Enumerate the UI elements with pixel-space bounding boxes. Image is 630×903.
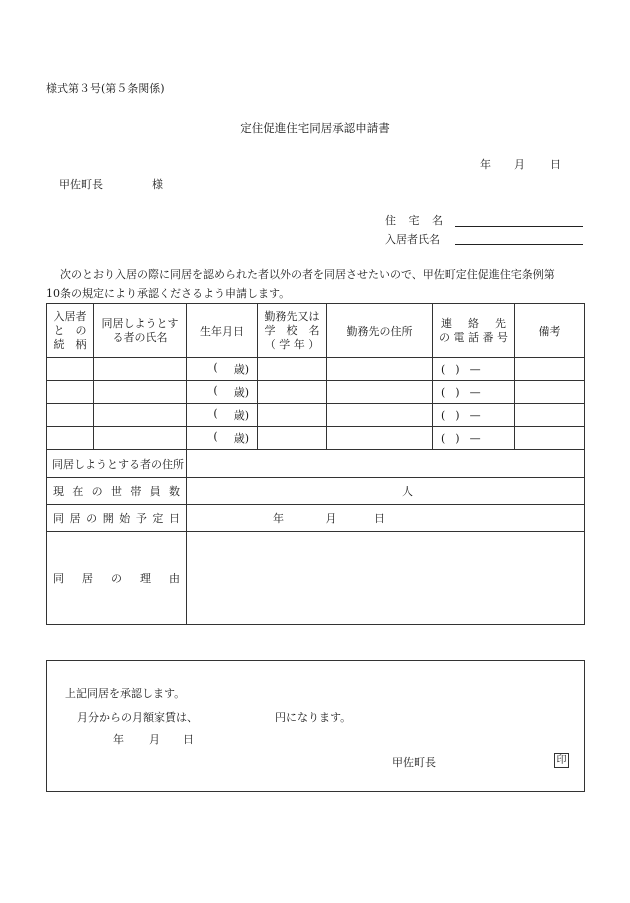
cohabitant-table: [46, 303, 585, 625]
cell-name[interactable]: [94, 427, 187, 450]
cell-phone[interactable]: ( ) —: [433, 404, 515, 427]
cell-relation[interactable]: [47, 381, 94, 404]
address-field-line[interactable]: [455, 226, 583, 227]
cell-relation[interactable]: [47, 358, 94, 381]
reason-field[interactable]: [187, 532, 585, 625]
cell-workplace[interactable]: [258, 358, 327, 381]
cell-workplace[interactable]: [258, 427, 327, 450]
start-year: 年: [273, 512, 284, 525]
cell-birthdate[interactable]: ( 歳): [187, 381, 258, 404]
cell-remarks[interactable]: [515, 358, 585, 381]
date-day: 日: [550, 158, 561, 171]
date-month: 月: [514, 158, 525, 171]
cohabitant-address-label: 同居しようとする者の住所: [47, 450, 187, 478]
table-row: [47, 404, 585, 427]
cell-birthdate[interactable]: ( 歳): [187, 358, 258, 381]
header-birthdate: 生年月日: [187, 304, 258, 358]
body-text-line2: 10条の規定により承認くださるよう申請します。: [46, 287, 291, 300]
start-date-row: [47, 505, 585, 532]
rent-text-b: 円になります。: [275, 711, 352, 724]
address-label-char: 名: [432, 214, 443, 227]
seal-mark: [554, 753, 569, 768]
cell-work-address[interactable]: [327, 404, 433, 427]
start-date-label: 同 居 の 開 始 予 定 日: [47, 505, 187, 532]
approval-year: 年: [113, 733, 124, 746]
cell-remarks[interactable]: [515, 381, 585, 404]
address-label-char: 住: [385, 214, 396, 227]
address-label: [385, 212, 443, 228]
cell-work-address[interactable]: [327, 358, 433, 381]
header-work-address: 勤務先の住所: [327, 304, 433, 358]
cell-phone[interactable]: ( ) —: [433, 381, 515, 404]
body-text-line1: 次のとおり入居の際に同居を認められた者以外の者を同居させたいので、甲佐町定住促進住宅条例第: [60, 268, 555, 281]
table-header-row: [47, 304, 585, 358]
header-relation: 入居者 と の 続 柄: [47, 304, 94, 358]
start-month: 月: [325, 512, 337, 525]
cell-phone[interactable]: ( ) —: [433, 427, 515, 450]
header-phone: 連 絡 先 の 電 話 番 号: [433, 304, 515, 358]
start-day: 日: [374, 512, 385, 525]
applicant-name-field-line[interactable]: [455, 244, 583, 245]
cell-birthdate[interactable]: ( 歳): [187, 427, 258, 450]
reason-row: [47, 532, 585, 625]
cell-work-address[interactable]: [327, 427, 433, 450]
form-number: 様式第３号(第５条関係): [46, 82, 165, 95]
header-name: 同居しようとす る者の氏名: [94, 304, 187, 358]
header-workplace: 勤務先又は 学 校 名 （ 学 年 ）: [258, 304, 327, 358]
cell-birthdate[interactable]: ( 歳): [187, 404, 258, 427]
table-row: [47, 427, 585, 450]
approval-month: 月: [149, 733, 160, 746]
household-count-label: 現 在 の 世 帯 員 数: [47, 478, 187, 505]
seal-icon: 印: [554, 753, 569, 768]
cohabitant-address-row: [47, 450, 585, 478]
table-row: [47, 381, 585, 404]
cell-relation[interactable]: [47, 427, 94, 450]
cell-workplace[interactable]: [258, 404, 327, 427]
header-remarks: 備考: [515, 304, 585, 358]
household-count-field[interactable]: [187, 478, 585, 505]
cell-work-address[interactable]: [327, 381, 433, 404]
table-row: [47, 358, 585, 381]
cell-name[interactable]: [94, 404, 187, 427]
reason-label: 同 居 の 理 由: [47, 532, 187, 625]
cell-name[interactable]: [94, 381, 187, 404]
date-year: 年: [480, 158, 491, 171]
approval-day: 日: [183, 733, 194, 746]
cell-name[interactable]: [94, 358, 187, 381]
approval-statement: 上記同居を承認します。: [65, 687, 186, 700]
household-unit: 人: [402, 485, 413, 498]
approval-box: [46, 660, 585, 792]
cell-remarks[interactable]: [515, 427, 585, 450]
address-label-char: 宅: [408, 214, 420, 227]
cohabitant-address-field[interactable]: [187, 450, 585, 478]
rent-text-a: 月分からの月額家賃は、: [77, 711, 198, 724]
honorific: 様: [152, 178, 163, 191]
cell-relation[interactable]: [47, 404, 94, 427]
mayor-label: 甲佐町長: [392, 756, 436, 769]
applicant-name-label: 入居者氏名: [385, 233, 440, 246]
cell-remarks[interactable]: [515, 404, 585, 427]
cell-workplace[interactable]: [258, 381, 327, 404]
addressee: 甲佐町長: [59, 178, 103, 191]
household-count-row: [47, 478, 585, 505]
start-date-field[interactable]: [187, 505, 585, 532]
page-title: 定住促進住宅同居承認申請書: [240, 121, 390, 135]
cell-phone[interactable]: ( ) —: [433, 358, 515, 381]
